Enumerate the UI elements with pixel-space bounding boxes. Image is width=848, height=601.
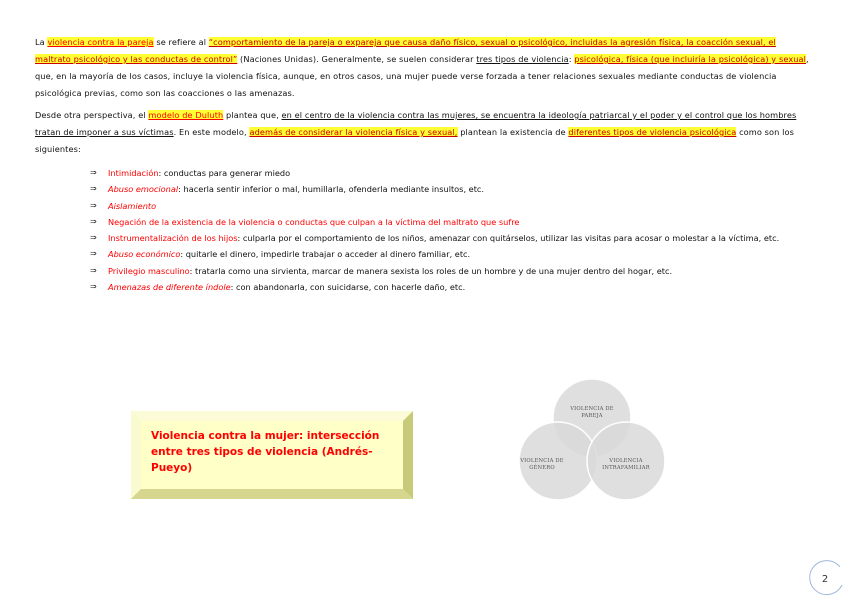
paragraph-duluth <box>35 107 813 158</box>
list-item <box>90 263 820 279</box>
list-item <box>90 181 820 197</box>
p2-underline-center: en el centro de la violencia contra las mujeres, se encuentra la ideología patriarcal y el poder y el control que los hombres tratan de imponer a sus víctimas <box>35 110 797 137</box>
list-item <box>90 230 820 246</box>
bullet-text: : tratarla como una sirvienta, marcar de manera sexista los roles de un hombre y de una mujer dentro del hogar, etc. <box>189 265 673 276</box>
bullet-term: Intimidación <box>108 168 159 178</box>
p2-highlight-psych: diferentes tipos de violencia psicológica <box>568 127 737 137</box>
bullet-text: : conductas para generar miedo <box>158 168 291 178</box>
list-item <box>90 214 820 230</box>
p2-text-1: Desde otra perspectiva, el <box>35 110 149 120</box>
bullet-term: Amenazas de diferente índole <box>108 282 231 293</box>
arrow-icon: ⇒ <box>90 233 97 243</box>
arrow-icon: ⇒ <box>90 282 97 292</box>
callout-box <box>131 411 413 499</box>
callout-title: Violencia contra la mujer: intersección entre tres tipos de violencia (Andrés-Pueyo) <box>151 430 380 474</box>
p2-text-5: como son los siguientes: <box>35 127 794 154</box>
p1-highlight-quote: “comportamiento de la pareja o expareja que causa daño físico, sexual o psicológico, incluidas la agresión física, la coacción sexual, el maltrato psicológico y las conductas de control” <box>35 37 776 64</box>
venn-label-genero: VIOLENCIA DE GÉNERO <box>520 458 564 471</box>
p2-text-2: plantea que, <box>223 110 282 120</box>
venn-diagram <box>512 378 672 503</box>
bullet-term: Negación de la existencia de la violencia o conductas que culpan a la víctima del maltrato que sufre <box>108 216 520 227</box>
p2-highlight-physical: además de considerar la violencia física y sexual, <box>249 127 458 137</box>
p1-highlight-term: violencia contra la pareja <box>47 37 154 47</box>
p1-text-5: , que, en la mayoría de los casos, incluye la violencia física, aunque, en otros casos, una mujer puede verse forzada a tener relaciones sexuales mediante conductas de violencia psicológica previas, como son las coacciones o las amenazas. <box>35 54 809 98</box>
bullet-text: : con abandonarla, con suicidarse, con hacerle daño, etc. <box>230 282 466 293</box>
arrow-icon: ⇒ <box>90 216 97 226</box>
p1-underline-types: tres tipos de violencia <box>476 54 569 64</box>
p2-text-3: . En este modelo, <box>173 127 250 137</box>
p1-text-3: (Naciones Unidas). Generalmente, se suelen considerar <box>237 54 477 64</box>
list-item <box>90 165 820 181</box>
p2-highlight-duluth: modelo de Duluth <box>148 110 224 120</box>
arrow-icon: ⇒ <box>90 184 97 194</box>
paragraph-intro <box>35 34 813 102</box>
bullet-term: Abuso emocional <box>108 184 179 195</box>
bullet-text: : quitarle el dinero, impedirle trabajar o acceder al dinero familiar, etc. <box>180 249 471 260</box>
bullet-term: Abuso económico <box>108 249 181 260</box>
page-number-badge <box>806 559 844 597</box>
page-number: 2 <box>821 574 829 585</box>
p1-text-2: se refiere al <box>153 37 209 47</box>
p2-text-4: plantean la existencia de <box>457 127 569 137</box>
arrow-icon: ⇒ <box>90 249 97 259</box>
venn-label-pareja: VIOLENCIA DE PAREJA <box>570 406 614 419</box>
bullet-text: : culparla por el comportamiento de los niños, amenazar con quitárselos, utilizar las visitas para acosar o molestar a la víctima, etc. <box>237 233 780 244</box>
p1-text-1: La <box>35 37 48 47</box>
p1-highlight-types: psicológica, física (que incluiría la psicológica) y sexual <box>574 54 807 64</box>
venn-circles <box>512 378 672 503</box>
bullet-term: Aislamiento <box>108 200 157 211</box>
venn-label-intrafamiliar: VIOLENCIA INTRAFAMILIAR <box>602 458 650 471</box>
list-item <box>90 198 820 214</box>
arrow-icon: ⇒ <box>90 265 97 275</box>
bullet-term: Instrumentalización de los hijos <box>108 233 238 244</box>
arrow-icon: ⇒ <box>90 168 97 177</box>
p1-text-4: : <box>568 54 575 64</box>
list-item <box>90 246 820 262</box>
violence-types-list <box>90 165 820 295</box>
arrow-icon: ⇒ <box>90 200 97 210</box>
bullet-text: : hacerla sentir inferior o mal, humillarla, ofenderla mediante insultos, etc. <box>178 184 485 195</box>
bullet-term: Privilegio masculino <box>108 265 190 276</box>
list-item <box>90 279 820 295</box>
